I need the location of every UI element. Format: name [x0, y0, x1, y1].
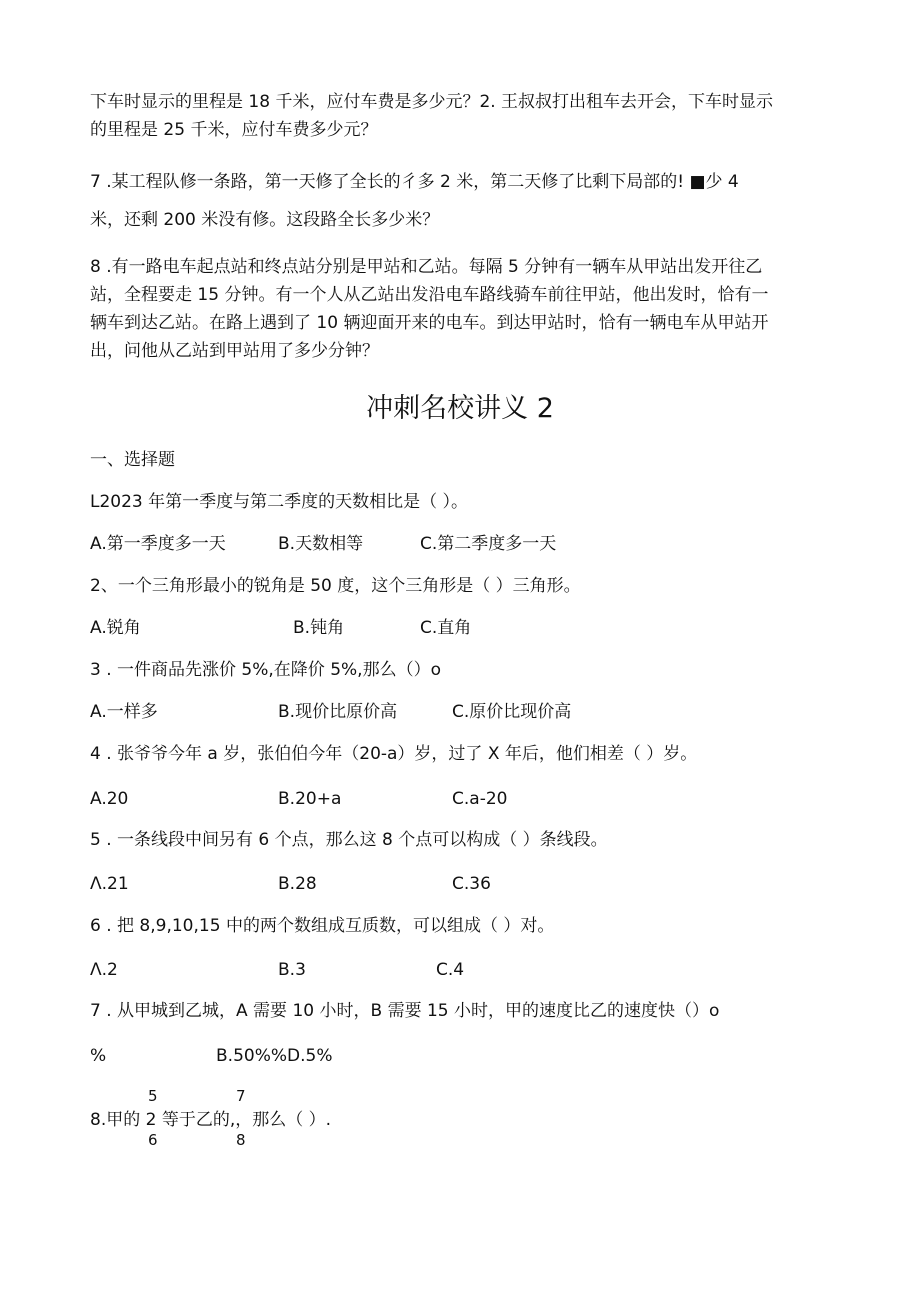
section-heading: 一、选择题	[90, 450, 175, 470]
option-b: B.28	[278, 874, 317, 894]
problem-8-line: 8 .有一路电车起点站和终点站分别是甲站和乙站。每隔 5 分钟有一辆车从甲站出发开往乙	[90, 257, 763, 277]
option-c: C.直角	[420, 618, 472, 638]
question-text: 3 . 一件商品先涨价 5%,在降价 5%,那么（）o	[90, 660, 441, 680]
option-b: B.50%%D.5%	[216, 1046, 333, 1066]
option-c: C.36	[452, 874, 491, 894]
question-text: 2、一个三角形最小的锐角是 50 度，这个三角形是（ ）三角形。	[90, 576, 581, 596]
problem-8-line: 出，问他从乙站到甲站用了多少分钟？	[90, 341, 379, 361]
fraction-denominator: 8	[236, 1131, 246, 1149]
fraction-numerator: 7	[236, 1087, 246, 1105]
option-c: C.4	[436, 960, 465, 980]
problem-7-line: 7 .某工程队修一条路，第一天修了全长的彳多 2 米，第二天修了比剩下局部的! ■少 4	[90, 172, 739, 192]
option-a: A.锐角	[90, 618, 141, 638]
option-c: C.原价比现价高	[452, 702, 572, 722]
question-text: L2023 年第一季度与第二季度的天数相比是（ ）。	[90, 492, 469, 512]
option-a: A.一样多	[90, 702, 158, 722]
option-a: Λ.21	[90, 874, 129, 894]
fraction-numerator: 5	[148, 1087, 158, 1105]
question-text: 8.甲的 2 等于乙的,，那么（ ）.	[90, 1110, 332, 1130]
option-b: B.20+a	[278, 789, 342, 809]
option-a: A.第一季度多一天	[90, 534, 226, 554]
option-b: B.钝角	[293, 618, 345, 638]
question-text: 4 . 张爷爷今年 a 岁，张伯伯今年（20-a）岁，过了 X 年后，他们相差（ ）岁。	[90, 744, 698, 764]
question-text: 6 . 把 8,9,10,15 中的两个数组成互质数，可以组成（ ）对。	[90, 916, 555, 936]
option-a: Λ.2	[90, 960, 118, 980]
problem-8-line: 辆车到达乙站。在路上遇到了 10 辆迎面开来的电车。到达甲站时，恰有一辆电车从甲站开	[90, 313, 769, 333]
problem-8-line: 站，全程要走 15 分钟。有一个人从乙站出发沿电车路线骑车前往甲站，他出发时，恰有一	[90, 285, 769, 305]
option-b: B.现价比原价高	[278, 702, 398, 722]
option-b: B.3	[278, 960, 306, 980]
question-text: 5 . 一条线段中间另有 6 个点，那么这 8 个点可以构成（ ）条线段。	[90, 830, 608, 850]
text-line: 的里程是 25 千米，应付车费多少元？	[90, 120, 378, 140]
option-c: C.a-20	[452, 789, 508, 809]
option-a: %	[90, 1046, 107, 1066]
text-line: 下车时显示的里程是 18 千米，应付车费是多少元？2. 王叔叔打出租车去开会，下车时显示	[90, 92, 774, 112]
question-text: 7 . 从甲城到乙城，A 需要 10 小时，B 需要 15 小时，甲的速度比乙的速度快（）o	[90, 1001, 720, 1021]
problem-7-line: 米，还剩 200 米没有修。这段路全长多少米？	[90, 210, 440, 230]
fraction-denominator: 6	[148, 1131, 158, 1149]
option-c: C.第二季度多一天	[420, 534, 557, 554]
option-b: B.天数相等	[278, 534, 364, 554]
option-a: A.20	[90, 789, 129, 809]
section-title: 冲刺名校讲义 2	[366, 393, 554, 424]
